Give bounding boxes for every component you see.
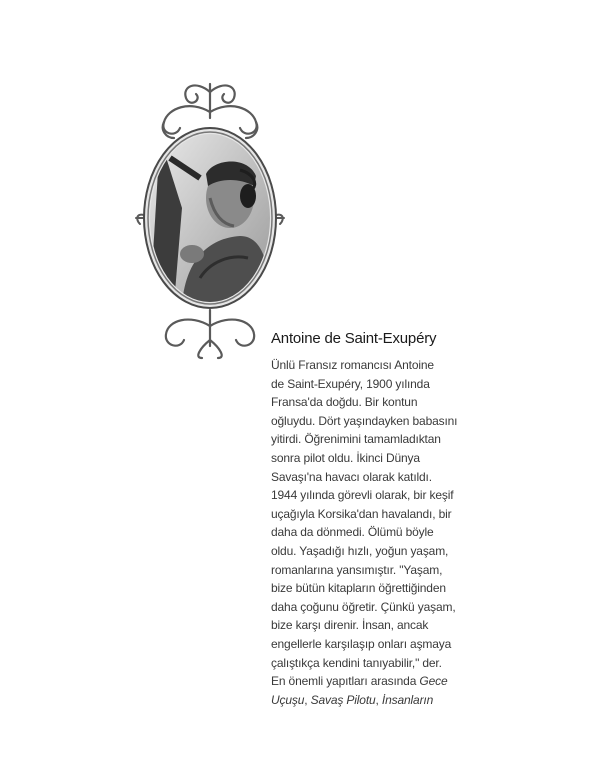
work-title: İnsanların: [381, 692, 434, 707]
bio-line: yitirdi. Öğrenimini tamamladıktan: [271, 432, 441, 447]
bio-line-works: [271, 672, 486, 691]
bio-line: engellerle karşılaşıp onları aşmaya: [271, 636, 452, 651]
bio-line: Savaşı'na havacı olarak katıldı.: [271, 469, 432, 484]
bio-line: de Saint-Exupéry, 1900 yılında: [271, 376, 430, 391]
separator: ,: [304, 692, 311, 707]
bio-line: sonra pilot oldu. İkinci Dünya: [271, 450, 420, 465]
author-biography: [271, 356, 486, 709]
work-title: Uçuşu: [271, 692, 305, 707]
works-intro: En önemli yapıtları arasında: [271, 674, 420, 689]
bio-line: 1944 yılında görevli olarak, bir keşif: [271, 488, 454, 503]
ornament-bottom: [166, 310, 254, 358]
author-name: Antoine de Saint-Exupéry: [271, 330, 437, 347]
bio-line: bize karşı direnir. İnsan, ancak: [271, 618, 429, 633]
work-title: Gece: [419, 674, 448, 689]
bio-line-works: [271, 691, 486, 710]
bio-line: uçağıyla Korsika'dan havalandı, bir: [271, 506, 452, 521]
bio-line: Fransa'da doğdu. Bir kontun: [271, 395, 418, 410]
bio-line: daha çoğunu öğretir. Çünkü yaşam,: [271, 599, 456, 614]
separator: ,: [375, 692, 382, 707]
work-title: Savaş Pilotu: [310, 692, 376, 707]
bio-line: daha da dönmedi. Ölümü böyle: [271, 525, 434, 540]
bio-line: çalıştıkça kendini tanıyabilir," der.: [271, 655, 442, 670]
bio-line: oldu. Yaşadığı hızlı, yoğun yaşam,: [271, 543, 449, 558]
bio-line: Ünlü Fransız romancısı Antoine: [271, 358, 434, 372]
bio-line: romanlarına yansımıştır. "Yaşam,: [271, 562, 443, 577]
author-portrait: [130, 78, 290, 360]
bio-line: oğluydu. Dört yaşındayken babasını: [271, 413, 458, 428]
bio-line: bize bütün kitapların öğrettiğinden: [271, 581, 446, 596]
